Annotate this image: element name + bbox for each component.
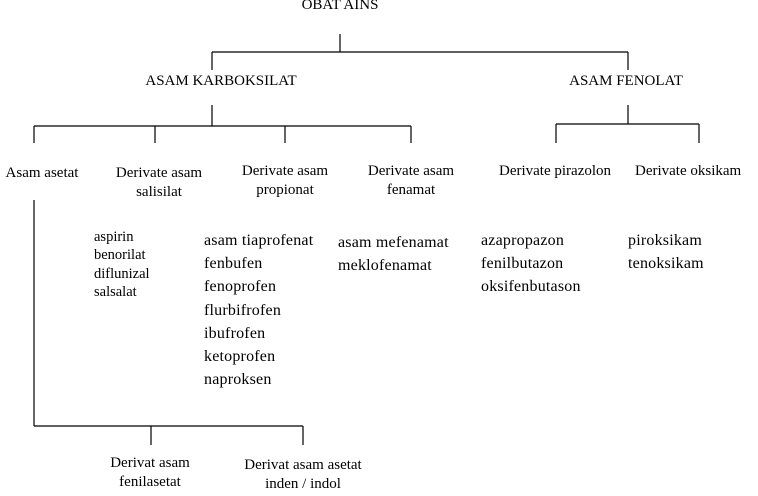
drug-item: ketoprofen — [204, 347, 276, 365]
drug-item: azapropazon — [481, 232, 565, 249]
category-inden-indol-line1: Derivat asam asetat — [244, 457, 362, 473]
drug-item: asam mefenamat — [338, 234, 449, 251]
drug-list-oksikam — [628, 229, 704, 275]
category-asam-asetat: Asam asetat — [5, 165, 79, 181]
drug-item: fenbufen — [204, 255, 263, 273]
drug-list-pirazolon — [481, 229, 581, 299]
group-karboksilat-label: ASAM KARBOKSILAT — [145, 73, 297, 89]
drug-item: ibufrofen — [204, 324, 266, 342]
category-fenamat-line1: Derivate asam — [367, 163, 455, 179]
category-fenilasetat-line2: fenilasetat — [119, 473, 181, 490]
drug-list-salisilat — [94, 228, 150, 302]
drug-list-propionat — [204, 229, 313, 391]
category-inden-indol-line2: inden / indol — [265, 475, 341, 492]
drug-item: oksifenbutason — [481, 278, 581, 296]
category-propionat-line2: propionat — [256, 181, 314, 198]
drug-item: asam tiaprofenat — [204, 232, 314, 249]
drug-item: flurbifrofen — [204, 301, 282, 319]
category-salisilat-line1: Derivate asam — [115, 165, 203, 181]
category-fenamat-line2: fenamat — [386, 181, 436, 198]
drug-item: tenoksikam — [628, 255, 704, 273]
drug-item: piroksikam — [628, 232, 702, 249]
drug-item: fenilbutazon — [481, 255, 564, 273]
drug-item: diflunizal — [94, 265, 150, 282]
drug-item: benorilat — [94, 247, 146, 264]
category-fenamat — [368, 162, 454, 200]
drug-item: fenoprofen — [204, 278, 277, 296]
category-propionat-line1: Derivate asam — [241, 163, 329, 179]
category-propionat — [242, 162, 328, 200]
category-inden-indol — [244, 456, 361, 494]
group-fenolat-label: ASAM FENOLAT — [569, 73, 683, 89]
category-fenilasetat — [110, 454, 190, 492]
category-salisilat — [116, 164, 202, 202]
category-fenilasetat-line1: Derivat asam — [110, 455, 190, 471]
drug-item: naproksen — [204, 371, 272, 389]
category-salisilat-line2: salisilat — [136, 183, 182, 200]
root-node-label: OBAT AINS — [301, 0, 379, 13]
drug-item: salsalat — [94, 284, 137, 301]
drug-list-fenamat — [338, 231, 449, 277]
category-oksikam: Derivate oksikam — [635, 163, 742, 179]
drug-item: aspirin — [94, 229, 134, 245]
drug-item: meklofenamat — [338, 257, 432, 275]
category-pirazolon: Derivate pirazolon — [498, 163, 612, 179]
